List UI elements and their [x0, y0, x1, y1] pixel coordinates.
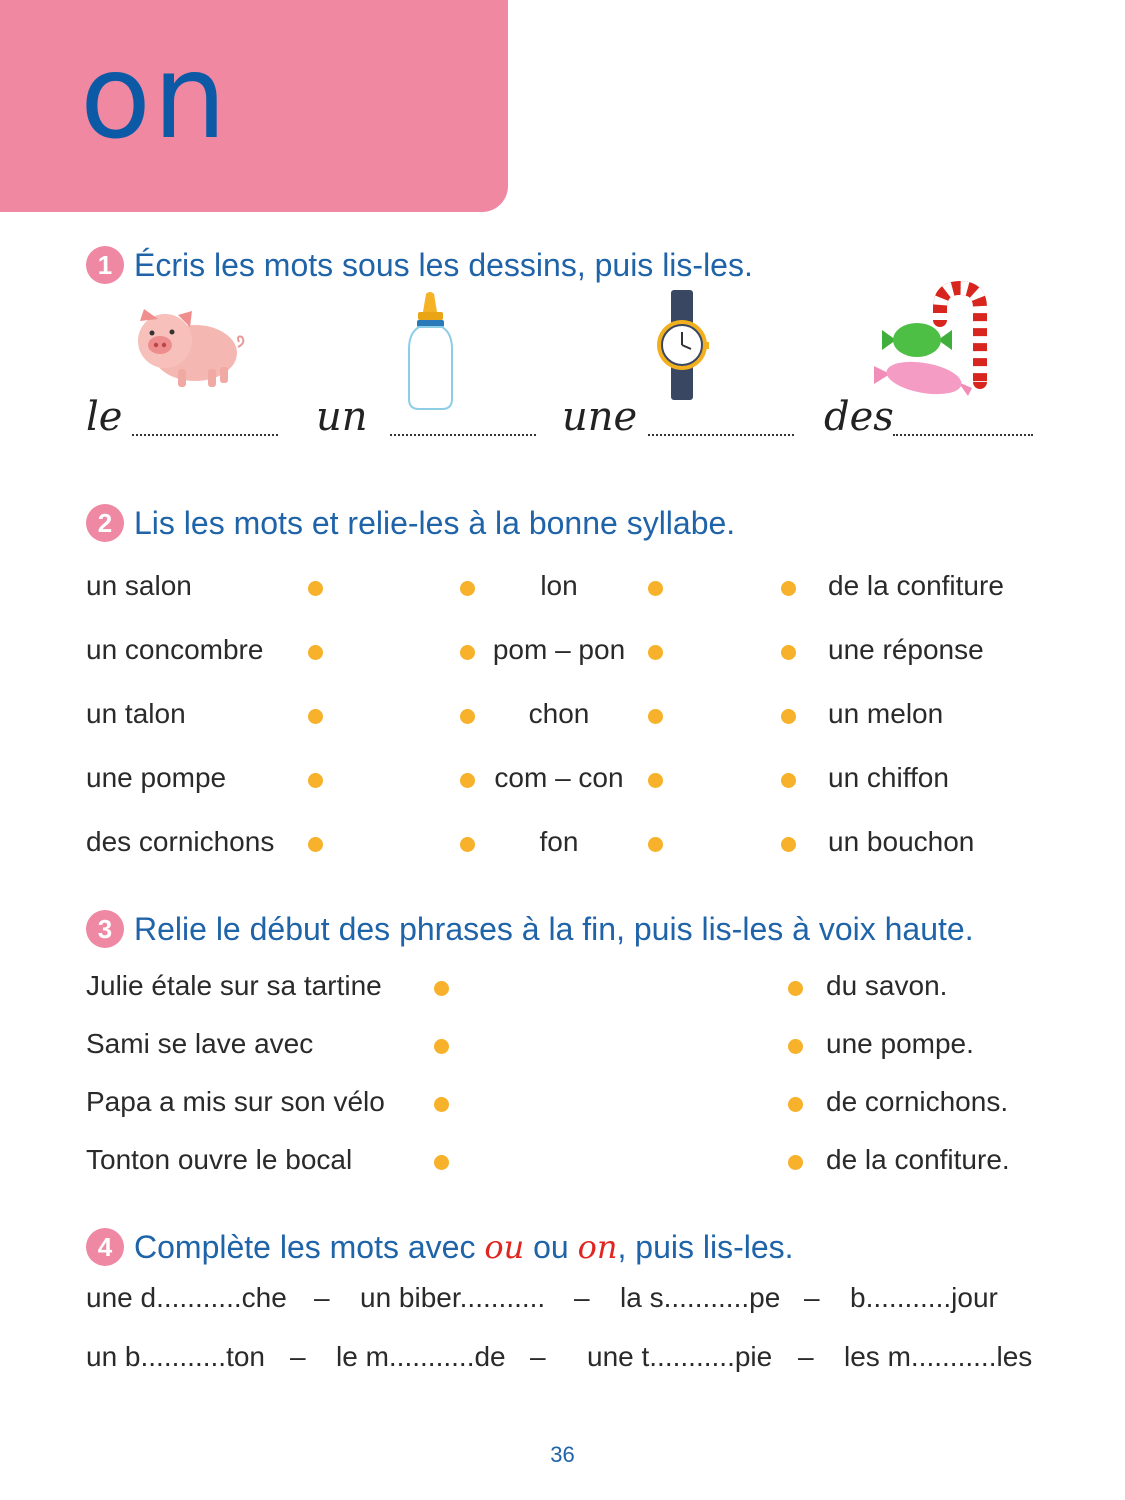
match-dot[interactable]	[648, 709, 663, 724]
page-number: 36	[550, 1442, 575, 1467]
syllable: chon	[528, 698, 590, 729]
match-dot[interactable]	[781, 773, 796, 788]
article-une: une	[562, 394, 638, 440]
fill-word[interactable]: b...........jour	[850, 1282, 998, 1313]
sentence-start: Papa a mis sur son vélo	[86, 1086, 385, 1117]
match-dot[interactable]	[781, 837, 796, 852]
word-left: une pompe	[86, 762, 227, 793]
fill-word[interactable]: une d...........che	[86, 1282, 287, 1313]
sentence-end: de la confiture.	[826, 1144, 1010, 1175]
sentence-start: Tonton ouvre le bocal	[86, 1144, 353, 1175]
word-right: un bouchon	[828, 826, 975, 857]
match-dot[interactable]	[434, 1155, 449, 1170]
match-dot[interactable]	[781, 709, 796, 724]
fill-word[interactable]: un b...........ton	[86, 1341, 265, 1372]
article-le: le	[86, 394, 123, 440]
exercise-4-number: 4	[86, 1228, 124, 1266]
match-dot[interactable]	[648, 837, 663, 852]
header-banner	[0, 0, 508, 212]
fill-word[interactable]: une t...........pie	[587, 1341, 773, 1372]
word-right: de la confiture	[828, 570, 1004, 601]
match-dot[interactable]	[308, 837, 323, 852]
match-dot[interactable]	[781, 645, 796, 660]
exercise-3-title	[86, 909, 974, 949]
match-dot[interactable]	[308, 773, 323, 788]
sentence-end: de cornichons.	[826, 1086, 1009, 1117]
exercise-4-instruction-start: Complète les mots avec	[134, 1229, 476, 1265]
exercise-4-instruction-end: , puis lis-les.	[617, 1229, 794, 1265]
sentence-start: Julie étale sur sa tartine	[86, 970, 382, 1001]
fill-word[interactable]: un biber...........	[360, 1282, 546, 1313]
match-dot[interactable]	[308, 709, 323, 724]
word-left: un salon	[86, 570, 192, 601]
answer-blank-1[interactable]	[132, 434, 278, 436]
fill-word[interactable]: le m...........de	[336, 1341, 506, 1372]
match-dot[interactable]	[434, 981, 449, 996]
separator: –	[290, 1341, 306, 1372]
instruction-or: ou	[533, 1229, 569, 1265]
match-dot[interactable]	[648, 645, 663, 660]
exercise-1-title	[86, 245, 753, 285]
match-dot[interactable]	[788, 1039, 803, 1054]
match-dot[interactable]	[434, 1097, 449, 1112]
separator: –	[574, 1282, 590, 1313]
answer-blank-2[interactable]	[390, 434, 536, 436]
fill-word[interactable]: la s...........pe	[620, 1282, 781, 1313]
match-dot[interactable]	[308, 581, 323, 596]
article-des: des	[824, 394, 894, 440]
page-title: on	[80, 30, 229, 165]
match-dot[interactable]	[788, 1097, 803, 1112]
word-left: un talon	[86, 698, 186, 729]
separator: –	[530, 1341, 546, 1372]
match-dot[interactable]	[788, 1155, 803, 1170]
fill-word[interactable]: les m...........les	[844, 1341, 1033, 1372]
word-left: un concombre	[86, 634, 264, 665]
exercise-2-title	[86, 503, 735, 543]
sentence-start: Sami se lave avec	[86, 1028, 314, 1059]
sentence-end: du savon.	[826, 970, 948, 1001]
answer-blank-4[interactable]	[893, 434, 1033, 436]
candies-icon	[872, 280, 1000, 410]
word-right: un chiffon	[828, 762, 949, 793]
word-left: des cornichons	[86, 826, 275, 857]
pig-icon	[130, 305, 248, 395]
match-dot[interactable]	[648, 581, 663, 596]
match-dot[interactable]	[648, 773, 663, 788]
exercise-3-instruction: Relie le début des phrases à la fin, puis lis-les à voix haute.	[134, 910, 974, 947]
exercise-2-number: 2	[86, 504, 124, 542]
exercise-2-instruction: Lis les mots et relie-les à la bonne syllabe.	[134, 504, 736, 541]
separator: –	[804, 1282, 820, 1313]
syllable: pom – pon	[492, 634, 626, 665]
match-dot[interactable]	[788, 981, 803, 996]
article-un: un	[316, 394, 368, 440]
exercise-1-number: 1	[86, 246, 124, 284]
watch-icon	[654, 288, 710, 402]
exercise-4-title	[86, 1227, 794, 1267]
word-right: une réponse	[828, 634, 984, 665]
separator: –	[798, 1341, 814, 1372]
match-dot[interactable]	[434, 1039, 449, 1054]
exercise-3-number: 3	[86, 910, 124, 948]
sentence-end: une pompe.	[826, 1028, 974, 1059]
separator: –	[314, 1282, 330, 1313]
option-ou: ou	[484, 1228, 525, 1266]
syllable: fon	[539, 826, 579, 857]
exercise-1-instruction: Écris les mots sous les dessins, puis lis-les.	[134, 246, 753, 283]
syllable: com – con	[494, 762, 624, 793]
baby-bottle-icon	[403, 290, 458, 412]
option-on: on	[577, 1228, 618, 1266]
syllable: lon	[540, 570, 578, 601]
answer-blank-3[interactable]	[648, 434, 794, 436]
match-dot[interactable]	[781, 581, 796, 596]
word-right: un melon	[828, 698, 944, 729]
match-dot[interactable]	[308, 645, 323, 660]
